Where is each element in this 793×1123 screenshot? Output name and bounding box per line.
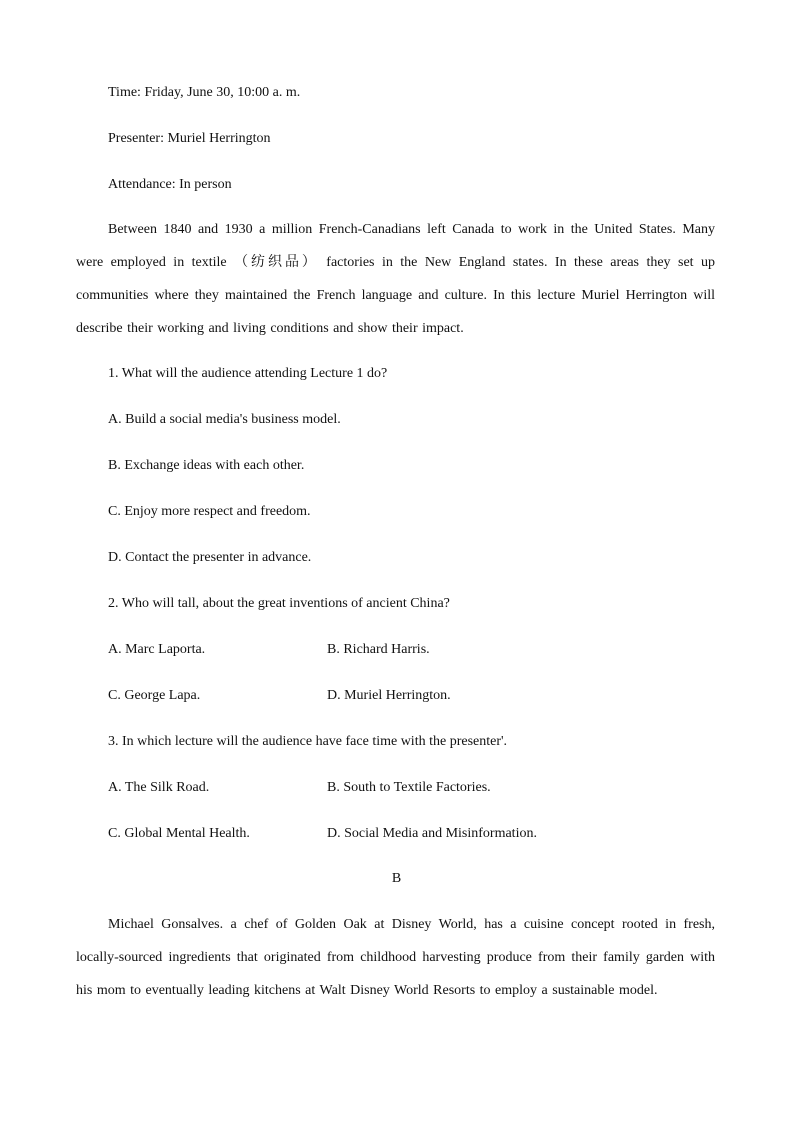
- lecture-description: Between 1840 and 1930 a million French-Canadians left Canada to work in the United States. Many were employed in textile （纺织品） factories in the New England states. In these areas they set up communities where they maintained the French language and culture. In this lecture Muriel Herrington will describe their working and living conditions and show their impact.: [76, 222, 715, 336]
- question-3-option-d: D. Social Media and Misinformation.: [327, 826, 537, 841]
- lecture-time: Time: Friday, June 30, 10:00 a. m.: [108, 85, 301, 100]
- lecture-attendance: Attendance: In person: [108, 177, 232, 192]
- question-1-option-a: A. Build a social media's business model.: [108, 412, 341, 427]
- question-2-option-a: A. Marc Laporta.: [108, 642, 206, 657]
- lecture-presenter: Presenter: Muriel Herrington: [108, 131, 271, 146]
- question-3-option-c: C. Global Mental Health.: [108, 826, 250, 841]
- question-1-option-d: D. Contact the presenter in advance.: [108, 550, 312, 565]
- question-2-option-b: B. Richard Harris.: [327, 642, 430, 657]
- section-b-heading: B: [391, 871, 402, 886]
- question-3-option-a: A. The Silk Road.: [108, 780, 210, 795]
- question-1-option-b: B. Exchange ideas with each other.: [108, 458, 305, 473]
- question-3-option-b: B. South to Textile Factories.: [327, 780, 491, 795]
- question-2-option-d: D. Muriel Herrington.: [327, 688, 451, 703]
- question-1-option-c: C. Enjoy more respect and freedom.: [108, 504, 311, 519]
- question-2-stem: 2. Who will tall, about the great inventions of ancient China?: [108, 596, 450, 611]
- section-b-paragraph: Michael Gonsalves. a chef of Golden Oak at Disney World, has a cuisine concept rooted in fresh, locally-sourced ingredients that originated from childhood harvesting produce from their family garden with his mom to eventually leading kitchens at Walt Disney World Resorts to employ a sustainable model.: [76, 917, 715, 998]
- question-3-stem: 3. In which lecture will the audience have face time with the presenter'.: [108, 734, 508, 749]
- question-1-stem: 1. What will the audience attending Lecture 1 do?: [108, 366, 388, 381]
- question-2-option-c: C. George Lapa.: [108, 688, 201, 703]
